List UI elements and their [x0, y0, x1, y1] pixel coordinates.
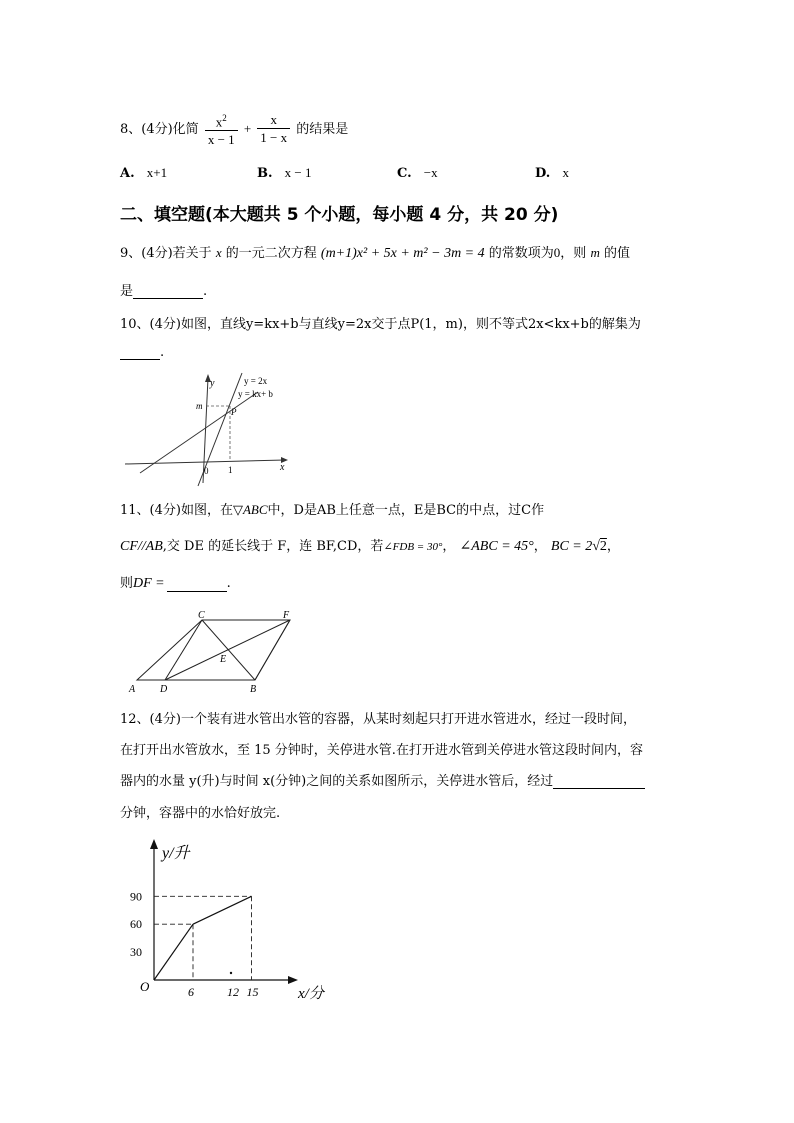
q8-option-c: C. −x [397, 165, 438, 181]
chart-segment [154, 924, 193, 980]
graph-line2-label: y = kx+ b [238, 389, 273, 399]
graph-p: P [231, 407, 237, 417]
q12-line-2: 在打开出水管放水，至 15 分钟时，关停进水管.在打开进水管到关停进水管这段时间内，容 [120, 743, 643, 758]
question-10: 10、(4分)如图，直线y=kx+b与直线y=2x交于点P(1，m)，则不等式2x<kx+b的解集为 [120, 317, 641, 332]
chart-dot-12 [230, 972, 232, 974]
graph-origin: 0 [204, 466, 209, 476]
label-d: D [160, 684, 168, 695]
x-axis [125, 460, 285, 464]
label-f: F [283, 610, 290, 621]
label-c: C [198, 610, 205, 621]
parallelogram [137, 620, 290, 680]
q12-chart [120, 838, 350, 1018]
q12-line-3: 器内的水量 y(升)与时间 x(分钟)之间的关系如图所示，关停进水管后，经过 [120, 770, 645, 789]
question-11: 11、(4分)如图，在▽ABC中，D是AB上任意一点，E是BC的中点，过C作 [120, 502, 545, 518]
chart-y-tick-label: 60 [130, 917, 142, 932]
chart-x-arrow [288, 976, 298, 984]
chart-y-tick-label: 90 [130, 889, 142, 904]
segment-bf [255, 620, 290, 680]
q8-option-b: B. x − 1 [257, 165, 312, 181]
chart-x-tick-label: 6 [188, 985, 194, 999]
chart-y-tick-label: 30 [130, 945, 142, 960]
q8-option-d: D. x [535, 165, 569, 181]
q11-figure [125, 610, 305, 695]
q8-suffix: 的结果是 [296, 122, 349, 137]
chart-origin-label: O [140, 979, 150, 994]
label-a: A [129, 684, 136, 695]
q12-answer-blank[interactable] [553, 774, 645, 789]
label-b: B [250, 684, 257, 695]
q10-answer-blank[interactable] [120, 345, 160, 360]
graph-line1-label: y = 2x [244, 376, 268, 386]
q9-answer-blank[interactable] [133, 284, 203, 299]
q10-line-2: . [120, 345, 164, 360]
q11-line-2: CF//AB,交 DE 的延长线于 F，连 BF,CD，若∠FDB = 30°， ∠ABC = 45°， BC = 2√2， [120, 539, 620, 554]
q8-plus: + [243, 121, 252, 136]
chart-x-tick-label: 12 [227, 985, 239, 999]
graph-m: m [196, 401, 203, 411]
chart-x-label: x/分 [298, 986, 324, 1002]
q9-equation: (m+1)x² + 5x + m² − 3m = 4 [320, 246, 485, 261]
q8-prefix: 8、(4分)化简 [120, 122, 199, 137]
q8-fraction-1: $\frac{x^2}{x - 1}$ [205, 110, 238, 149]
question-9: 9、(4分)若关于 x 的一元二次方程 (m+1)x² + 5x + m² − 3m = 4 的常数项为0，则 m 的值 [120, 245, 630, 261]
graph-y-label: y [210, 378, 215, 389]
q8-option-a: A. x+1 [120, 165, 168, 181]
q10-graph [120, 368, 295, 488]
q8-fraction-2: $\frac{x}{1 - x}$ [257, 112, 290, 147]
question-12: 12、(4分)一个装有进水管出水管的容器，从某时刻起只打开进水管进水，经过一段时间， [120, 712, 636, 727]
section-2-title: 二、填空题(本大题共 5 个小题，每小题 4 分，共 20 分) [120, 205, 559, 225]
graph-x-label: x [280, 462, 285, 473]
q12-line-4: 分钟，容器中的水恰好放完. [120, 806, 281, 821]
graph-one: 1 [228, 465, 233, 475]
chart-x-tick-label: 15 [246, 985, 259, 999]
q11-answer-blank[interactable] [167, 577, 227, 592]
question-8 [120, 104, 348, 154]
q9-line-2: 是 . [120, 284, 208, 299]
label-e: E [220, 654, 227, 665]
chart-y-label: y/升 [162, 845, 190, 862]
chart-y-arrow [150, 839, 158, 849]
chart-segment [193, 896, 252, 924]
q11-line-3: 则DF = . [120, 576, 231, 591]
